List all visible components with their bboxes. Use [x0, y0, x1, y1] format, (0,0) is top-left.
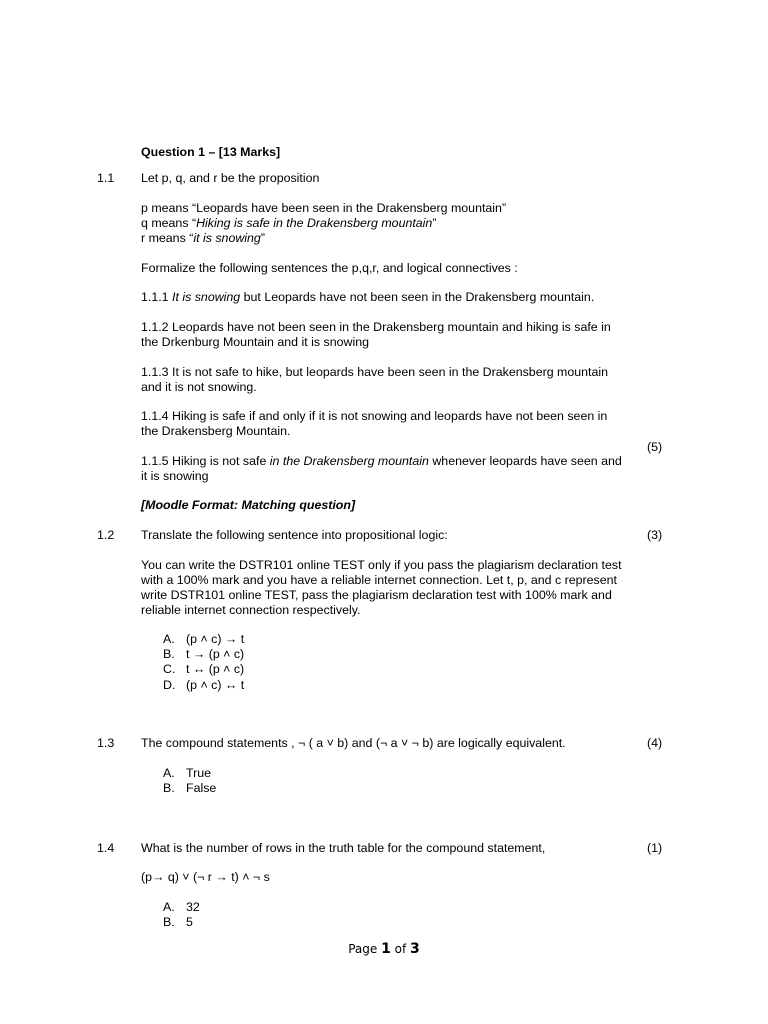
sentence-1-1-2-line2: the Drkenburg Mountain and it is snowing: [141, 335, 369, 349]
sentence-1-1-1: 1.1.1 It is snowing but Leopards have not been seen in the Drakensberg mountain.: [141, 290, 595, 304]
q1-2-prompt: Translate the following sentence into propositional logic:: [141, 528, 448, 542]
marks-1-1: (5): [647, 440, 663, 454]
q1-2-paragraph-line: You can write the DSTR101 online TEST only if you pass the plagiarism declaration test: [141, 558, 622, 572]
marks-1-4: (1): [647, 841, 663, 855]
marks-1-2: (3): [647, 528, 663, 542]
sentence-1-1-5-line2: it is snowing: [141, 469, 209, 483]
sentence-1-1-3-line1: 1.1.3 It is not safe to hike, but leopards have been seen in the Drakensberg mountain: [141, 365, 609, 379]
option-letter: B.: [163, 781, 175, 795]
p-definition: p means “Leopards have been seen in the Drakensberg mountain”: [141, 201, 507, 215]
q1-3-prompt: The compound statements , ¬ ( a ˅ b) and (¬ a ˅ ¬ b) are logically equivalent.: [141, 736, 566, 750]
question-number-1-1: 1.1: [97, 171, 115, 185]
option-letter: B.: [163, 647, 175, 661]
option-text: 5: [186, 915, 193, 929]
option-text: True: [186, 766, 212, 780]
sentence-1-1-2-line1: 1.1.2 Leopards have not been seen in the Drakensberg mountain and hiking is safe in: [141, 320, 611, 334]
option-text: t ↔ (p ˄ c): [186, 662, 245, 676]
option-letter: D.: [163, 678, 176, 692]
q1-2-paragraph-line: reliable internet connection respectively.: [141, 603, 361, 617]
option-text: 32: [186, 900, 200, 914]
option-letter: B.: [163, 915, 175, 929]
option-letter: A.: [163, 632, 175, 646]
q1-2-paragraph-line: write DSTR101 online TEST, pass the plagiarism declaration test with 100% mark and: [141, 588, 612, 602]
sentence-1-1-3-line2: and it is not snowing.: [141, 380, 257, 394]
marks-1-3: (4): [647, 736, 663, 750]
option-text: t → (p ˄ c): [186, 647, 245, 661]
q1-4-prompt: What is the number of rows in the truth table for the compound statement,: [141, 841, 546, 855]
option-letter: A.: [163, 766, 175, 780]
option-text: (p ˄ c) ↔ t: [186, 678, 245, 692]
sentence-1-1-4-line2: the Drakensberg Mountain.: [141, 424, 291, 438]
question-title: Question 1 – [13 Marks]: [141, 145, 281, 159]
sentence-1-1-4-line1: 1.1.4 Hiking is safe if and only if it is not snowing and leopards have not been seen in: [141, 409, 608, 423]
q1-1-intro: Let p, q, and r be the proposition: [141, 171, 320, 185]
question-number-1-3: 1.3: [97, 736, 115, 750]
page-footer: Page 1 of 3: [348, 941, 420, 957]
option-letter: C.: [163, 662, 176, 676]
q1-2-paragraph-line: with a 100% mark and you have a reliable internet connection. Let t, p, and c represent: [141, 573, 617, 587]
question-number-1-4: 1.4: [97, 841, 115, 855]
q-definition: q means “Hiking is safe in the Drakensberg mountain”: [141, 216, 437, 230]
question-number-1-2: 1.2: [97, 528, 115, 542]
option-text: (p ˄ c) → t: [186, 632, 245, 646]
option-letter: A.: [163, 900, 175, 914]
option-text: False: [186, 781, 217, 795]
formalize-instruction: Formalize the following sentences the p,q,r, and logical connectives :: [141, 261, 518, 275]
r-definition: r means “it is snowing”: [141, 231, 265, 245]
sentence-1-1-5-line1: 1.1.5 Hiking is not safe in the Drakensberg mountain whenever leopards have seen and: [141, 454, 622, 468]
moodle-format-note: [Moodle Format: Matching question]: [141, 498, 356, 512]
compound-expression: (p→ q) ˅ (¬ r → t) ˄ ¬ s: [141, 870, 270, 884]
